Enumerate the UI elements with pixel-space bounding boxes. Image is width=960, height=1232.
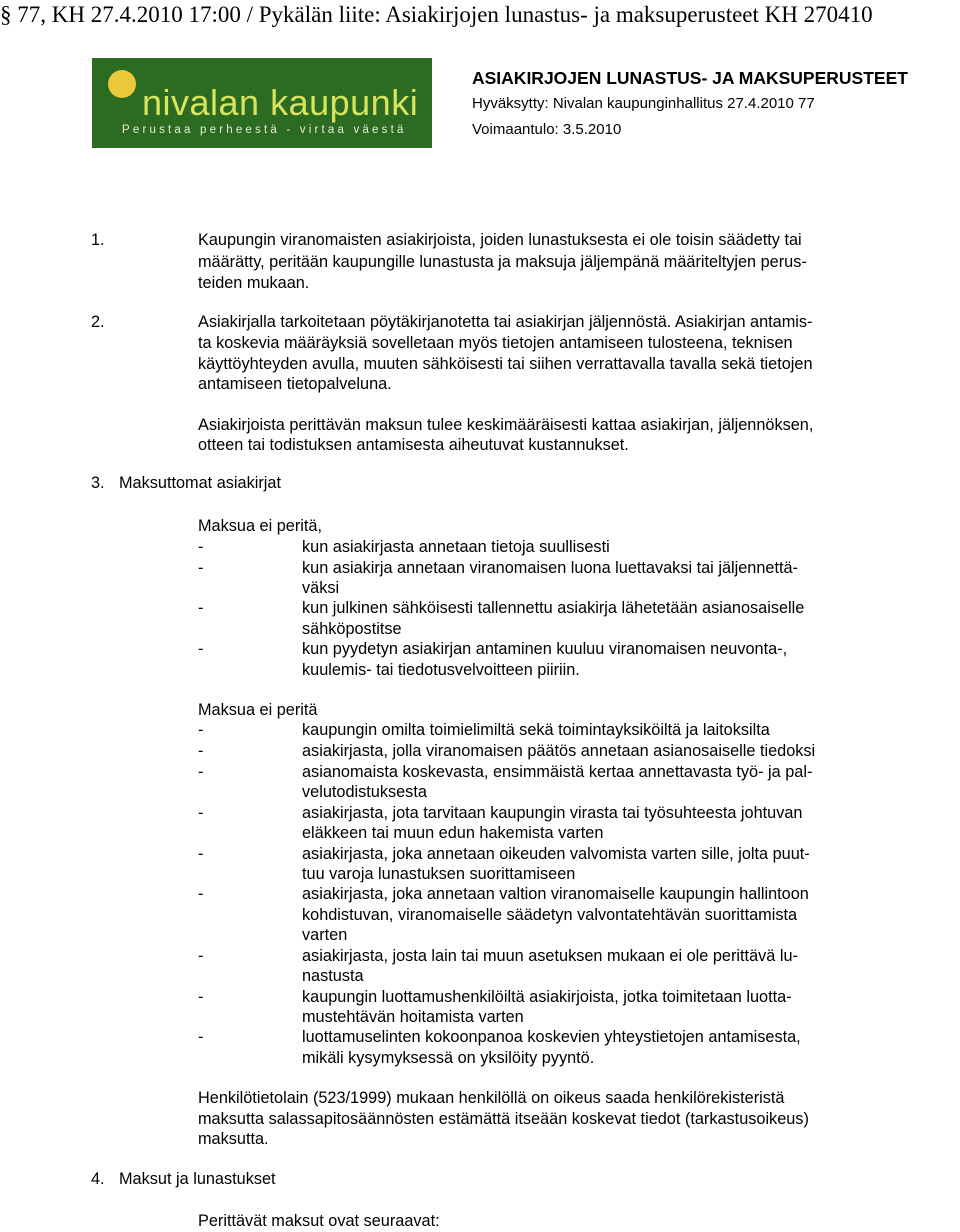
section-2-paragraph-line: otteen tai todistuksen antamisesta aiheutuvat kustannukset. [198, 436, 629, 454]
list-bullet: - [198, 804, 204, 822]
closing-line: maksutta. [198, 1130, 269, 1148]
list-2-intro: Maksua ei peritä [198, 701, 318, 719]
list-2-item: kaupungin omilta toimielimiltä sekä toimintayksiköiltä ja laitoksilta [302, 721, 770, 739]
list-2-item-cont: mikäli kysymyksessä on yksilöity pyyntö. [302, 1049, 595, 1067]
list-bullet: - [198, 742, 204, 760]
section-1-number: 1. [91, 231, 105, 249]
city-logo [92, 58, 432, 148]
list-2-item: asianomaista koskevasta, ensimmäistä kertaa annettavasta työ- ja pal- [302, 763, 813, 781]
list-1-item: kun asiakirjasta annetaan tietoja suullisesti [302, 538, 610, 556]
list-2-item: asiakirjasta, joka annetaan valtion viranomaiselle kaupungin hallintoon [302, 885, 809, 903]
section-3-title: Maksuttomat asiakirjat [119, 474, 281, 492]
list-bullet: - [198, 1028, 204, 1046]
section-2-line: Asiakirjalla tarkoitetaan pöytäkirjanotetta tai asiakirjan jäljennöstä. Asiakirjan antamis- [198, 313, 813, 331]
approval-line: Hyväksytty: Nivalan kaupunginhallitus 27.4.2010 77 [472, 95, 815, 112]
list-2-item-cont: varten [302, 926, 348, 944]
closing-line: maksutta salassapitosäännösten estämättä itseään koskevat tiedot (tarkastusoikeus) [198, 1110, 809, 1128]
section-1-line: Kaupungin viranomaisten asiakirjoista, joiden lunastuksesta ei ole toisin säädetty tai [198, 231, 802, 249]
list-bullet: - [198, 947, 204, 965]
section-4-intro: Perittävät maksut ovat seuraavat: [198, 1212, 440, 1230]
section-3-number: 3. [91, 474, 105, 492]
list-2-item: asiakirjasta, jota tarvitaan kaupungin virasta tai työsuhteesta johtuvan [302, 804, 803, 822]
section-2-number: 2. [91, 313, 105, 331]
list-bullet: - [198, 763, 204, 781]
document-title: ASIAKIRJOJEN LUNASTUS- JA MAKSUPERUSTEET [472, 68, 908, 88]
list-1-intro: Maksua ei peritä, [198, 517, 322, 535]
section-1-line: teiden mukaan. [198, 274, 310, 292]
list-2-item-cont: kohdistuvan, viranomaiselle säädetyn valvontatehtävän suorittamista [302, 906, 798, 924]
list-1-item-cont: sähköpostitse [302, 620, 402, 638]
list-bullet: - [198, 559, 204, 577]
list-2-item: asiakirjasta, josta lain tai muun asetuksen mukaan ei ole perittävä lu- [302, 947, 798, 965]
list-bullet: - [198, 885, 204, 903]
list-2-item-cont: eläkkeen tai muun edun hakemista varten [302, 824, 604, 842]
list-2-item: asiakirjasta, joka annetaan oikeuden valvomista varten sille, jolta puut- [302, 845, 810, 863]
section-2-line: ta koskevia määräyksiä sovelletaan myös tietojen antamiseen tulosteena, teknisen [198, 334, 793, 352]
list-1-item: kun asiakirja annetaan viranomaisen luona luettavaksi tai jäljennettä- [302, 559, 798, 577]
list-bullet: - [198, 845, 204, 863]
list-2-item-cont: tuu varoja lunastuksen suorittamiseen [302, 865, 576, 883]
section-2-paragraph-line: Asiakirjoista perittävän maksun tulee keskimääräisesti kattaa asiakirjan, jäljennöksen, [198, 416, 814, 434]
effective-date-line: Voimaantulo: 3.5.2010 [472, 121, 622, 138]
logo-sun-icon [108, 70, 136, 98]
logo-name: nivalan kaupunki [142, 82, 419, 123]
list-2-item-cont: mustehtävän hoitamista varten [302, 1008, 524, 1026]
list-1-item: kun pyydetyn asiakirjan antaminen kuuluu viranomaisen neuvonta-, [302, 640, 788, 658]
list-bullet: - [198, 640, 204, 658]
list-2-item-cont: velutodistuksesta [302, 783, 427, 801]
list-2-item: asiakirjasta, jolla viranomaisen päätös annetaan asianosaiselle tiedoksi [302, 742, 816, 760]
logo-tagline: Perustaa perheestä - virtaa väestä [122, 124, 407, 136]
list-2-item-cont: nastusta [302, 967, 364, 985]
section-4-title: Maksut ja lunastukset [119, 1170, 276, 1188]
list-1-item: kun julkinen sähköisesti tallennettu asiakirja lähetetään asianosaiselle [302, 599, 805, 617]
list-1-item-cont: kuulemis- tai tiedotusvelvoitteen piiriin. [302, 661, 580, 679]
document-header-reference: § 77, KH 27.4.2010 17:00 / Pykälän liite: Asiakirjojen lunastus- ja maksuperusteet KH 270410 [0, 2, 873, 27]
list-2-item: kaupungin luottamushenkilöiltä asiakirjoista, jotka toimitetaan luotta- [302, 988, 792, 1006]
list-1-item-cont: väksi [302, 579, 340, 597]
list-bullet: - [198, 599, 204, 617]
list-bullet: - [198, 721, 204, 739]
list-2-item: luottamuselinten kokoonpanoa koskevien yhteystietojen antamisesta, [302, 1028, 801, 1046]
list-bullet: - [198, 538, 204, 556]
section-1-line: määrätty, peritään kaupungille lunastusta ja maksuja jäljempänä määriteltyjen perus- [198, 253, 807, 271]
section-2-line: käyttöyhteyden avulla, muuten sähköisesti tai siihen verrattavalla tavalla sekä tietojen [198, 355, 813, 373]
closing-line: Henkilötietolain (523/1999) mukaan henkilöllä on oikeus saada henkilörekisteristä [198, 1089, 785, 1107]
section-4-number: 4. [91, 1170, 105, 1188]
list-bullet: - [198, 988, 204, 1006]
section-2-line: antamiseen tietopalveluna. [198, 375, 392, 393]
